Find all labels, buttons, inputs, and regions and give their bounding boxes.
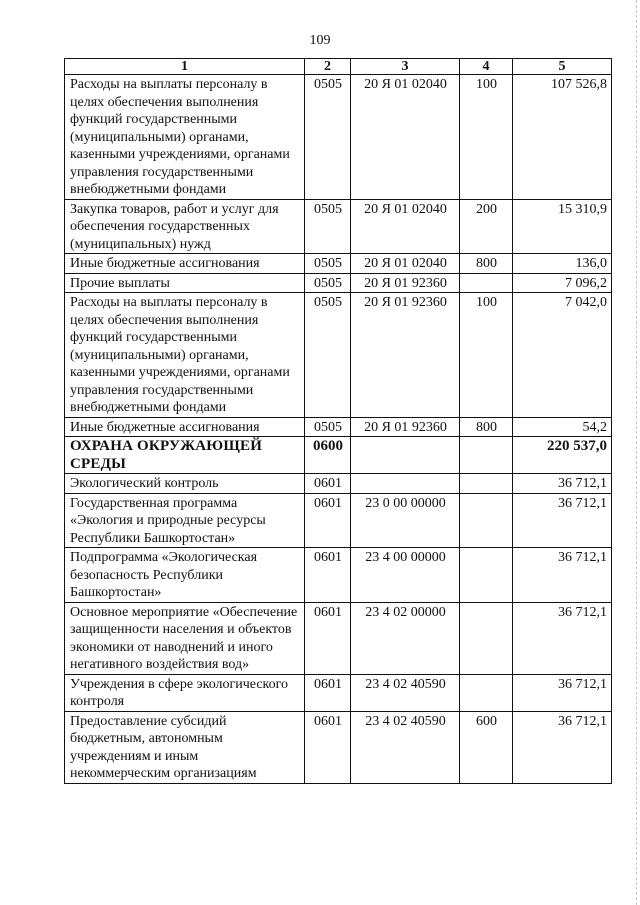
row-expense-type bbox=[460, 602, 513, 674]
table-row bbox=[65, 75, 612, 200]
row-section-code: 0601 bbox=[305, 711, 351, 783]
row-target-code: 20 Я 01 02040 bbox=[351, 75, 460, 200]
row-name: Учреждения в сфере экологического контроля bbox=[65, 674, 305, 711]
row-target-code: 23 4 00 00000 bbox=[351, 548, 460, 603]
row-expense-type bbox=[460, 437, 513, 474]
page-number: 109 bbox=[309, 33, 331, 48]
row-expense-type bbox=[460, 493, 513, 548]
row-section-code: 0505 bbox=[305, 293, 351, 418]
scan-edge bbox=[636, 0, 640, 905]
row-amount: 107 526,8 bbox=[513, 75, 612, 200]
row-amount: 136,0 bbox=[513, 254, 612, 274]
row-expense-type: 100 bbox=[460, 75, 513, 200]
budget-table bbox=[64, 58, 612, 784]
row-target-code: 23 4 02 40590 bbox=[351, 674, 460, 711]
row-target-code: 23 4 02 40590 bbox=[351, 711, 460, 783]
row-section-code: 0505 bbox=[305, 75, 351, 200]
row-name: Государственная программа «Экология и природные ресурсы Республики Башкортостан» bbox=[65, 493, 305, 548]
row-target-code: 20 Я 01 02040 bbox=[351, 254, 460, 274]
row-expense-type: 100 bbox=[460, 293, 513, 418]
row-name: Расходы на выплаты персоналу в целях обеспечения выполнения функций государственными (муниципальными) органами, казенными учреждениями, органами управления государственными внебюджетными фондами bbox=[65, 75, 305, 200]
column-header-2: 2 bbox=[305, 59, 351, 75]
row-name: Закупка товаров, работ и услуг для обеспечения государственных (муниципальных) нужд bbox=[65, 199, 305, 254]
row-amount: 36 712,1 bbox=[513, 474, 612, 494]
row-section-code: 0505 bbox=[305, 273, 351, 293]
row-expense-type bbox=[460, 273, 513, 293]
row-section-code: 0601 bbox=[305, 548, 351, 603]
table-row bbox=[65, 199, 612, 254]
row-amount: 7 042,0 bbox=[513, 293, 612, 418]
row-target-code: 23 0 00 00000 bbox=[351, 493, 460, 548]
row-section-code: 0601 bbox=[305, 474, 351, 494]
row-name: Основное мероприятие «Обеспечение защищенности населения и объектов экономики от наводнений и иного негативного воздействия вод» bbox=[65, 602, 305, 674]
row-name: Прочие выплаты bbox=[65, 273, 305, 293]
row-amount: 36 712,1 bbox=[513, 674, 612, 711]
row-target-code: 23 4 02 00000 bbox=[351, 602, 460, 674]
column-header-3: 3 bbox=[351, 59, 460, 75]
row-name: Подпрограмма «Экологическая безопасность Республики Башкортостан» bbox=[65, 548, 305, 603]
row-target-code bbox=[351, 437, 460, 474]
header-row bbox=[65, 59, 612, 75]
row-amount: 15 310,9 bbox=[513, 199, 612, 254]
column-header-5: 5 bbox=[513, 59, 612, 75]
row-section-code: 0505 bbox=[305, 254, 351, 274]
table-row bbox=[65, 548, 612, 603]
column-header-4: 4 bbox=[460, 59, 513, 75]
row-name: Иные бюджетные ассигнования bbox=[65, 417, 305, 437]
row-target-code: 20 Я 01 92360 bbox=[351, 417, 460, 437]
row-section-code: 0505 bbox=[305, 199, 351, 254]
column-header-1: 1 bbox=[65, 59, 305, 75]
row-expense-type bbox=[460, 548, 513, 603]
table-row bbox=[65, 711, 612, 783]
row-amount: 36 712,1 bbox=[513, 493, 612, 548]
row-expense-type bbox=[460, 474, 513, 494]
table-row bbox=[65, 293, 612, 418]
table-row bbox=[65, 254, 612, 274]
row-target-code: 20 Я 01 92360 bbox=[351, 273, 460, 293]
row-target-code bbox=[351, 474, 460, 494]
table-row bbox=[65, 417, 612, 437]
row-name: Расходы на выплаты персоналу в целях обеспечения выполнения функций государственными (муниципальными) органами, казенными учреждениями, органами управления государственными внебюджетными фондами bbox=[65, 293, 305, 418]
row-section-code: 0600 bbox=[305, 437, 351, 474]
row-section-code: 0601 bbox=[305, 493, 351, 548]
row-expense-type bbox=[460, 674, 513, 711]
row-amount: 54,2 bbox=[513, 417, 612, 437]
table-row bbox=[65, 474, 612, 494]
row-amount: 7 096,2 bbox=[513, 273, 612, 293]
row-name: Экологический контроль bbox=[65, 474, 305, 494]
row-section-code: 0505 bbox=[305, 417, 351, 437]
row-name: Предоставление субсидий бюджетным, автономным учреждениям и иным некоммерческим организациям bbox=[65, 711, 305, 783]
row-target-code: 20 Я 01 02040 bbox=[351, 199, 460, 254]
row-amount: 36 712,1 bbox=[513, 602, 612, 674]
row-name: Иные бюджетные ассигнования bbox=[65, 254, 305, 274]
table-row bbox=[65, 437, 612, 474]
row-amount: 36 712,1 bbox=[513, 711, 612, 783]
row-expense-type: 200 bbox=[460, 199, 513, 254]
table-row bbox=[65, 602, 612, 674]
table-row bbox=[65, 273, 612, 293]
row-expense-type: 600 bbox=[460, 711, 513, 783]
table-row bbox=[65, 674, 612, 711]
table-body bbox=[65, 75, 612, 784]
row-target-code: 20 Я 01 92360 bbox=[351, 293, 460, 418]
row-expense-type: 800 bbox=[460, 254, 513, 274]
row-section-code: 0601 bbox=[305, 602, 351, 674]
row-section-code: 0601 bbox=[305, 674, 351, 711]
table-row bbox=[65, 493, 612, 548]
row-name: ОХРАНА ОКРУЖАЮЩЕЙ СРЕДЫ bbox=[65, 437, 305, 474]
row-expense-type: 800 bbox=[460, 417, 513, 437]
row-amount: 36 712,1 bbox=[513, 548, 612, 603]
row-amount: 220 537,0 bbox=[513, 437, 612, 474]
